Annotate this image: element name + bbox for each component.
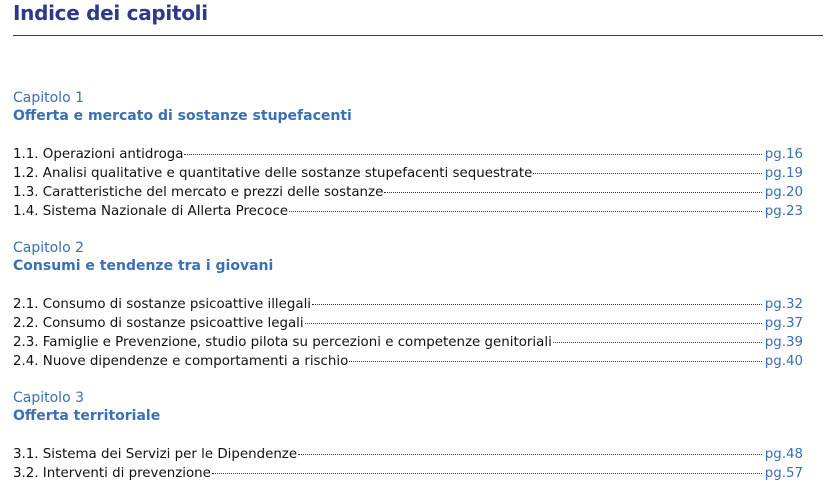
toc-entry-page[interactable]: pg.39 [764, 335, 803, 350]
toc-entry-page[interactable]: pg.19 [764, 166, 803, 181]
dot-leader [553, 342, 762, 343]
chapter-title: Offerta territoriale [13, 408, 161, 424]
toc-entry[interactable] [13, 352, 803, 371]
toc-entry[interactable] [13, 145, 803, 164]
toc-entry-page[interactable]: pg.57 [764, 466, 803, 481]
toc-entry-page[interactable]: pg.40 [764, 354, 803, 369]
toc-entry-label: 2.1. Consumo di sostanze psicoattive illegali [13, 297, 312, 312]
chapter-1 [13, 90, 803, 221]
toc-entry-label: 3.2. Interventi di prevenzione [13, 466, 211, 481]
chapter-title: Offerta e mercato di sostanze stupefacenti [13, 108, 352, 124]
dot-leader [212, 473, 762, 474]
dot-leader [305, 323, 762, 324]
toc-entry-label: 1.2. Analisi qualitative e quantitative delle sostanze stupefacenti sequestrate [13, 166, 533, 181]
toc-entry-label: 1.1. Operazioni antidroga [13, 147, 184, 162]
dot-leader [384, 192, 761, 193]
page-title: Indice dei capitoli [13, 1, 208, 25]
toc-entry[interactable] [13, 314, 803, 333]
dot-leader [184, 154, 761, 155]
toc-entry-label: 1.4. Sistema Nazionale di Allerta Precoce [13, 204, 289, 219]
toc-entry[interactable] [13, 295, 803, 314]
chapter-number: Capitolo 2 [13, 240, 84, 256]
toc-entry[interactable] [13, 202, 803, 221]
dot-leader [298, 454, 762, 455]
chapter-number: Capitolo 1 [13, 90, 84, 106]
toc-entries [13, 445, 803, 483]
toc-entry-label: 2.4. Nuove dipendenze e comportamenti a rischio [13, 354, 349, 369]
toc-entry-page[interactable]: pg.32 [764, 297, 803, 312]
chapter-number: Capitolo 3 [13, 390, 84, 406]
toc-entry[interactable] [13, 445, 803, 464]
chapter-title: Consumi e tendenze tra i giovani [13, 258, 274, 274]
toc-entry-page[interactable]: pg.20 [764, 185, 803, 200]
chapter-2 [13, 240, 803, 371]
toc-entry[interactable] [13, 333, 803, 352]
dot-leader [349, 361, 761, 362]
toc-entry-page[interactable]: pg.37 [764, 316, 803, 331]
toc-entry-page[interactable]: pg.16 [764, 147, 803, 162]
toc-entry-page[interactable]: pg.23 [764, 204, 803, 219]
toc-entry-page[interactable]: pg.48 [764, 447, 803, 462]
toc-entry-label: 2.3. Famiglie e Prevenzione, studio pilota su percezioni e competenze genitoriali [13, 335, 552, 350]
toc-entry-label: 3.1. Sistema dei Servizi per le Dipendenze [13, 447, 298, 462]
title-divider [13, 35, 823, 36]
dot-leader [312, 304, 762, 305]
toc-entries [13, 145, 803, 221]
dot-leader [533, 173, 761, 174]
toc-entry-label: 1.3. Caratteristiche del mercato e prezzi delle sostanze [13, 185, 384, 200]
toc-entry[interactable] [13, 183, 803, 202]
toc-entry-label: 2.2. Consumo di sostanze psicoattive legali [13, 316, 304, 331]
toc-entry[interactable] [13, 164, 803, 183]
toc-entry[interactable] [13, 464, 803, 483]
dot-leader [289, 211, 762, 212]
toc-entries [13, 295, 803, 371]
chapter-3 [13, 390, 803, 483]
